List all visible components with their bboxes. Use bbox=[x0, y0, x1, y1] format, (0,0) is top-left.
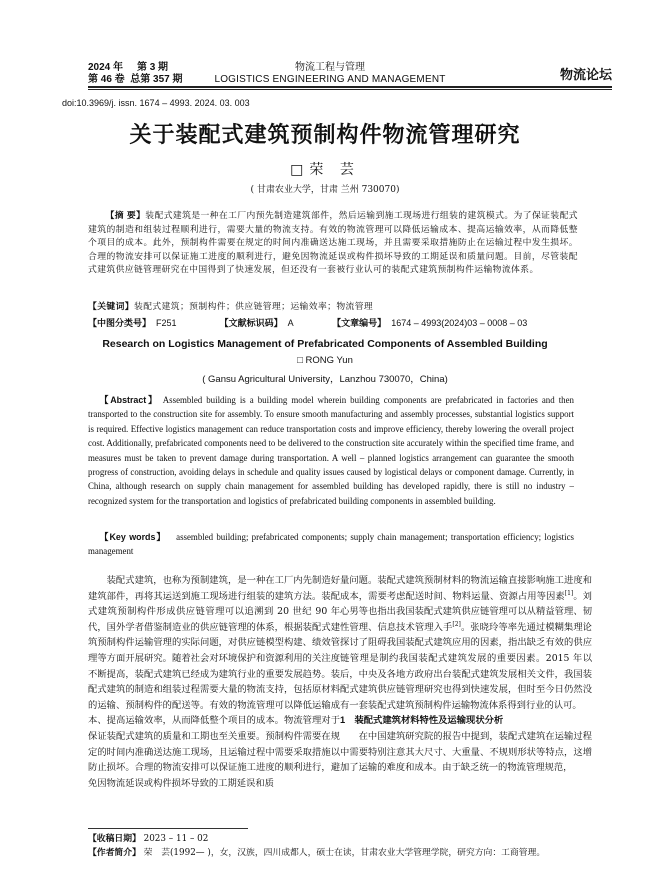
header-total: 总第 357 期 bbox=[130, 74, 183, 85]
article-no-value: 1674 – 4993(2024)03 – 0008 – 03 bbox=[391, 318, 528, 328]
received-date: 2023 – 11 – 02 bbox=[143, 834, 209, 844]
header-rule-top bbox=[88, 86, 612, 88]
author-bio-label: 【作者简介】 bbox=[88, 847, 141, 857]
article-no-label: 【文章编号】 bbox=[332, 318, 387, 328]
citation-1: [1] bbox=[564, 589, 574, 597]
keywords-en-text: assembled building; prefabricated components; supply chain management; transportation efficiency; logistics management bbox=[88, 532, 574, 557]
body-text: 。刘心男等也指出我国装配式建筑供应链管理可以从精益管理、韧性管理、信息技术管理入手 bbox=[340, 590, 592, 633]
body-paragraph: 装配式建筑，也称为预制建筑，是一种在工厂内先制造好建筑部件，再将其运送到施工现场进行组装的建筑方法。装配式建筑预制构件形成供应链管理可以追溯到 20 世纪 90 年代，国外学者借鉴制造业的供应链管理的体系，根据装配式建筑预制构件运输管理的实际问题，对供应链模型构建、绩效管理等方面开展研究。随着社会对环境保护和资源利用的关注度不断提高，装配式建筑已经成为建筑行业的重要发展趋势。装配式建筑的制造和组装过程需要大量的物流支持，包括原材料的运输、预制构件的配送等。有效的物流管理可以降低运输成本、提高运输效率，从而降低整个项目的成本。物流管理对于保证装配式建筑的质量和工期也至关重要。预制构件需要在规定的时间内准确送达施工现场，且运输过程中需要采取措施以防止损坏。合理的物流安排可以保证施工进度的顺利进行，避免因物流延误或构件损坏导致的工期延误和质 bbox=[88, 575, 340, 789]
received-label: 【收稿日期】 bbox=[88, 833, 141, 843]
header-column-name: 物流论坛 bbox=[559, 67, 612, 82]
header-journal bbox=[200, 62, 460, 86]
footnote-received bbox=[88, 832, 208, 846]
author-cn: □荣 芸 bbox=[290, 162, 360, 178]
page-title: 关于装配式建筑预制构件物流管理研究 bbox=[129, 122, 521, 148]
abstract-cn-text: 装配式建筑是一种在工厂内预先制造建筑部件，然后运输到施工现场进行组装的建筑模式。为了保证装配式建筑的制造和组装过程顺利进行，需要大量的物流支持。有效的物流管理可以降低运输成本、提高运输效率，从而降低整个项目的成本。此外，预制构件需要在规定的时间内准确送达施工现场，并且需要采取措施防止在运输过程中发生损坏。合理的物流安排可以保证施工进度的顺利进行，避免因物流延误或构件损坏导致的工期延误和质量问题。目前，尽管装配式建筑供应链管理研究在中国得到了快速发展，但还没有一套被行业认可的装配式建筑预制构件运输物流体系。 bbox=[88, 211, 578, 276]
doc-code-label: 【文献标识码】 bbox=[219, 318, 283, 328]
keywords-cn bbox=[88, 300, 588, 315]
keywords-cn-text: 装配式建筑；预制构件；供应链管理；运输效率；物流管理 bbox=[134, 302, 374, 312]
abstract-en-text: Assembled building is a building model wherein building components are prefabricated in factories and then transported to the construction site for assembly. To ensure smooth manufacturing and assembly processes, substantial logistics support is required. Effective logistics management can reduce transportation costs and improve efficiency, thereby lowering the overall project cost. Additionally, prefabricated components need to be delivered to the construction site accurately within the specified time frame, and measures must be taken to prevent damage during transportation. A well – planned logistics arrangement can guarantee the smooth progress of construction, avoiding delays in schedule and quality issues caused by logistical delays or component damage. Currently, in China, although research on supply chain management for assembled building has developed rapidly, there is still no industry – recognized system for the transportation and logistics of prefabricated building components in assembled building. bbox=[88, 395, 574, 506]
author-en: □ RONG Yun bbox=[297, 355, 353, 366]
header-issue: 第 3 期 bbox=[136, 62, 169, 73]
header-year: 2024 年 bbox=[88, 62, 124, 73]
citation-2: [2] bbox=[452, 620, 461, 628]
author-bio-text: 荣 芸(1992— )，女，汉族，四川成都人，硕士在读，甘肃农业大学管理学院，研究方向：工商管理。 bbox=[143, 848, 546, 858]
doc-code-value: A bbox=[287, 318, 294, 328]
abstract-en-label: 【Abstract】 bbox=[99, 395, 159, 405]
body-paragraph bbox=[340, 573, 592, 713]
section-heading-1: 1 装配式建筑材料特性及运输现状分析 bbox=[340, 715, 504, 726]
clc-value: F251 bbox=[156, 318, 177, 328]
title-en: Research on Logistics Management of Prefabricated Components of Assembled Building bbox=[102, 338, 548, 350]
abstract-cn-label: 【摘 要】 bbox=[105, 210, 146, 220]
clc-label: 【中图分类号】 bbox=[88, 318, 152, 328]
header-rule-bottom bbox=[88, 89, 612, 90]
doi: doi:10.3969/j. issn. 1674 – 4993. 2024. 03. 003 bbox=[62, 98, 250, 108]
keywords-cn-label: 【关键词】 bbox=[88, 301, 134, 311]
footnote-rule bbox=[88, 828, 248, 829]
header-journal-en: LOGISTICS ENGINEERING AND MANAGEMENT bbox=[214, 74, 446, 85]
body-right-column bbox=[340, 573, 592, 776]
body-text: 。张晓玲等率先通过模糊集理论探讨了阻碍我国装配式建筑应用的因素，指出缺乏有效的供应链管理是制约我国装配式建筑发展的重要因素。2015 年以后，中央及各地方政府出台装配式建筑发展相关文件，我国装配式建筑供应链管理研究也得到快速发展，但时至今日仍然没有一套装配式建筑预制构件运输物流体系得到行业的认可。 bbox=[340, 621, 592, 711]
header-journal-cn: 物流工程与管理 bbox=[295, 62, 365, 73]
classification-line bbox=[88, 316, 608, 329]
header-issue-info bbox=[88, 62, 218, 86]
keywords-en-label: 【Key words】 bbox=[99, 532, 167, 542]
affiliation-cn: ( 甘肃农业大学，甘肃 兰州 730070) bbox=[250, 185, 400, 195]
abstract-cn bbox=[88, 209, 578, 278]
abstract-en bbox=[88, 393, 574, 508]
body-text: 量问题。装配式建筑预制材料的物流运输直接影响施工进度和成本，需要考虑配送时间、物料运量、资源占用等因素 bbox=[340, 575, 592, 602]
affiliation-en: ( Gansu Agricultural University，Lanzhou 730070，China) bbox=[202, 374, 448, 385]
footnote-author bbox=[88, 846, 612, 860]
keywords-en bbox=[88, 530, 574, 559]
body-paragraph: 在中国建筑研究院的报告中提到，装配式建筑在运输过程中需要特别注意其大尺寸、大重量、不规则形状等特点，这增加了运输的难度和成本。由于缺乏统一的物流管理规范， bbox=[340, 730, 592, 774]
body-left-column bbox=[88, 573, 340, 791]
header-volume: 第 46 卷 bbox=[88, 74, 125, 85]
